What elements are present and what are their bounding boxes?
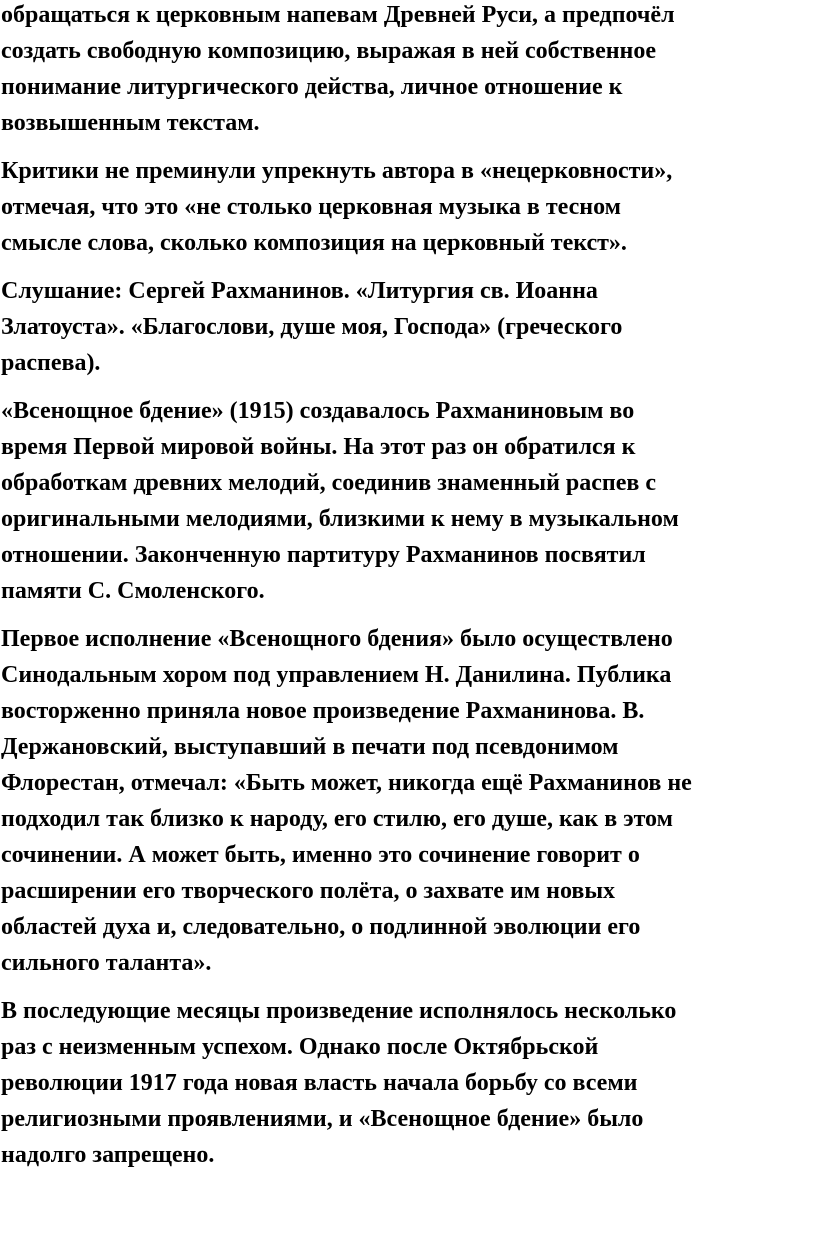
text-line: Первое исполнение «Всенощного бдения» было осуществлено (1, 626, 673, 652)
text-line: время Первой мировой войны. На этот раз он обратился к (1, 434, 636, 460)
paragraph-1 (1, 0, 812, 141)
text-line: оригинальными мелодиями, близкими к нему в музыкальном (1, 506, 679, 532)
paragraph-2 (1, 153, 812, 261)
text-line: «Всенощное бдение» (1915) создавалось Рахманиновым во (1, 398, 635, 424)
text-line: Критики не преминули упрекнуть автора в «нецерковности», (1, 158, 673, 184)
paragraph-3 (1, 273, 812, 381)
paragraph-6 (1, 993, 812, 1173)
text-line: обработкам древних мелодий, соединив знаменный распев с (1, 470, 657, 496)
text-line: подходил так близко к народу, его стилю, его душе, как в этом (1, 806, 673, 832)
text-line: смысле слова, сколько композиция на церковный текст». (1, 230, 627, 256)
text-line: Златоуста». «Благослови, душе моя, Господа» (греческого (1, 314, 623, 340)
text-line: сильного таланта». (1, 950, 212, 976)
text-line: Слушание: Сергей Рахманинов. «Литургия св. Иоанна (1, 278, 598, 304)
text-line: создать свободную композицию, выражая в ней собственное (1, 38, 657, 64)
text-line: Синодальным хором под управлением Н. Данилина. Публика (1, 662, 672, 688)
paragraph-5 (1, 621, 812, 981)
text-line: раз с неизменным успехом. Однако после Октябрьской (1, 1034, 599, 1060)
paragraph-4 (1, 393, 812, 609)
text-line: областей духа и, следовательно, о подлинной эволюции его (1, 914, 641, 940)
text-line: Флорестан, отмечал: «Быть может, никогда ещё Рахманинов не (1, 770, 692, 796)
text-line: отношении. Законченную партитуру Рахманинов посвятил (1, 542, 646, 568)
text-line: памяти С. Смоленского. (1, 578, 265, 604)
text-line: сочинении. А может быть, именно это сочинение говорит о (1, 842, 640, 868)
text-line: В последующие месяцы произведение исполнялось несколько (1, 998, 677, 1024)
text-line: расширении его творческого полёта, о захвате им новых (1, 878, 616, 904)
text-line: надолго запрещено. (1, 1142, 215, 1168)
text-line: понимание литургического действа, личное отношение к (1, 74, 623, 100)
text-line: отмечая, что это «не столько церковная музыка в тесном (1, 194, 621, 220)
text-line: обращаться к церковным напевам Древней Руси, а предпочёл (1, 2, 675, 28)
text-line: возвышенным текстам. (1, 110, 260, 136)
text-line: распева). (1, 350, 101, 376)
text-line: восторженно приняла новое произведение Рахманинова. В. (1, 698, 645, 724)
text-line: революции 1917 года новая власть начала борьбу со всеми (1, 1070, 638, 1096)
text-line: Держановский, выступавший в печати под псевдонимом (1, 734, 619, 760)
text-line: религиозными проявлениями, и «Всенощное бдение» было (1, 1106, 644, 1132)
